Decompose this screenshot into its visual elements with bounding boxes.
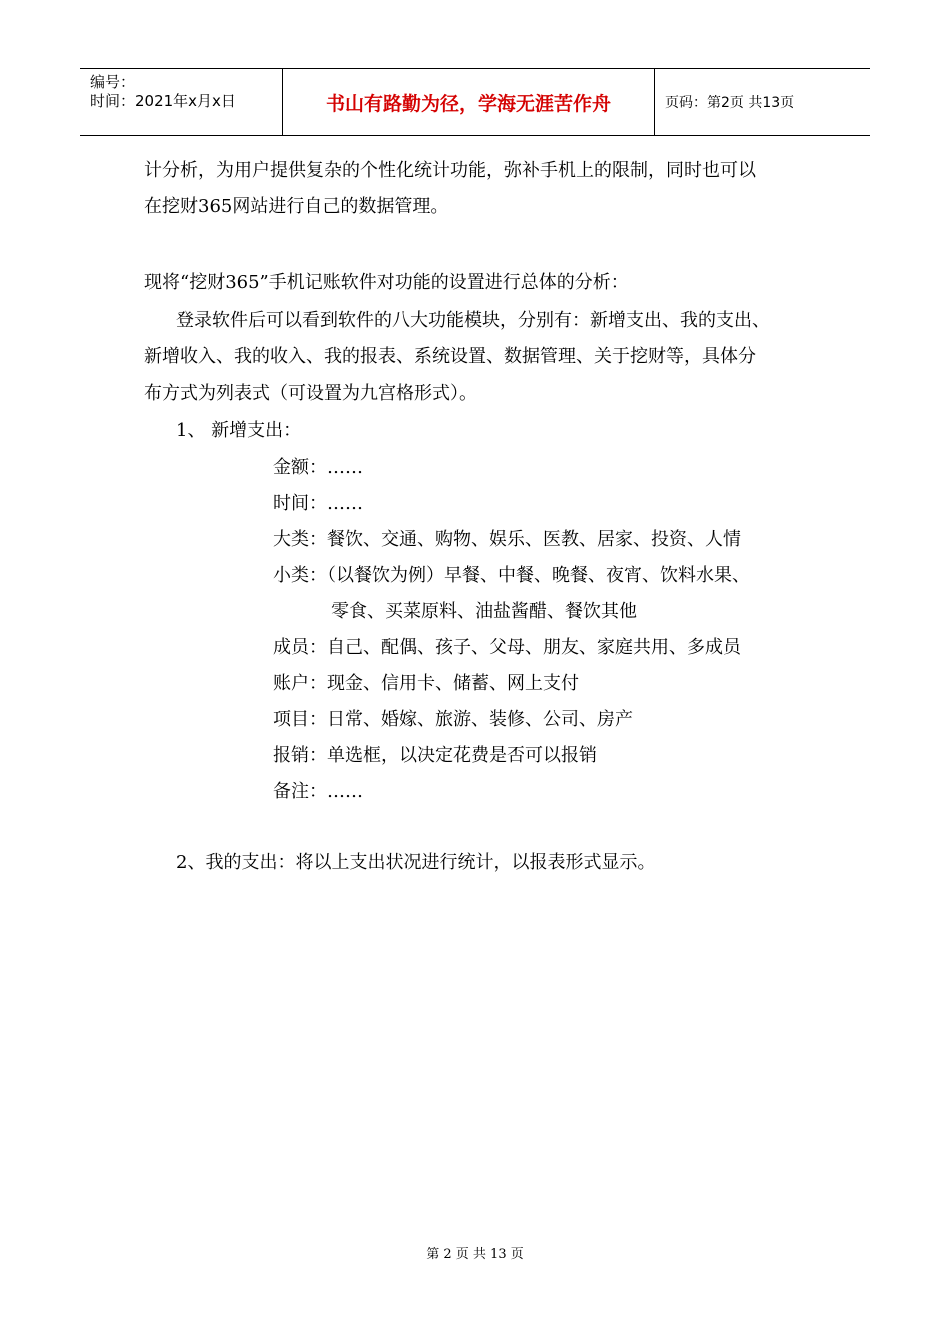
list-item: 报销：单选框，以决定花费是否可以报销	[273, 745, 597, 766]
page-header	[80, 68, 870, 136]
section-heading: 2、我的支出：将以上支出状况进行统计，以报表形式显示。	[176, 852, 656, 873]
list-item: 金额：……	[273, 457, 363, 478]
header-meta	[80, 69, 282, 135]
list-item-continuation: 零食、买菜原料、油盐酱醋、餐饮其他	[331, 601, 637, 622]
list-item: 成员：自己、配偶、孩子、父母、朋友、家庭共用、多成员	[273, 637, 741, 658]
document-time-label: 时间：2021年x月x日	[90, 92, 236, 110]
section-heading: 1、 新增支出：	[176, 420, 302, 441]
paragraph-line: 布方式为列表式（可设置为九宫格形式）。	[144, 383, 477, 404]
paragraph-line: 登录软件后可以看到软件的八大功能模块，分别有：新增支出、我的支出、	[176, 310, 770, 331]
list-item: 备注：……	[273, 781, 363, 802]
paragraph-line: 在挖财365网站进行自己的数据管理。	[144, 196, 449, 217]
document-number-label: 编号：	[90, 73, 136, 91]
list-item: 账户：现金、信用卡、储蓄、网上支付	[273, 673, 579, 694]
list-item: 小类：（以餐饮为例）早餐、中餐、晚餐、夜宵、饮料水果、	[273, 565, 750, 586]
list-item: 时间：……	[273, 493, 363, 514]
header-motto: 书山有路勤为径，学海无涯苦作舟	[282, 69, 655, 135]
list-item: 大类：餐饮、交通、购物、娱乐、医教、居家、投资、人情	[273, 529, 741, 550]
paragraph-line: 新增收入、我的收入、我的报表、系统设置、数据管理、关于挖财等，具体分	[144, 346, 756, 367]
page-footer: 第 2 页 共 13 页	[426, 1247, 524, 1262]
paragraph-line: 计分析，为用户提供复杂的个性化统计功能，弥补手机上的限制，同时也可以	[144, 160, 756, 181]
header-page-info: 页码：第2页 共13页	[665, 95, 795, 111]
paragraph-line: 现将“挖财365”手机记账软件对功能的设置进行总体的分析：	[144, 272, 629, 293]
list-item: 项目：日常、婚嫁、旅游、装修、公司、房产	[273, 709, 633, 730]
